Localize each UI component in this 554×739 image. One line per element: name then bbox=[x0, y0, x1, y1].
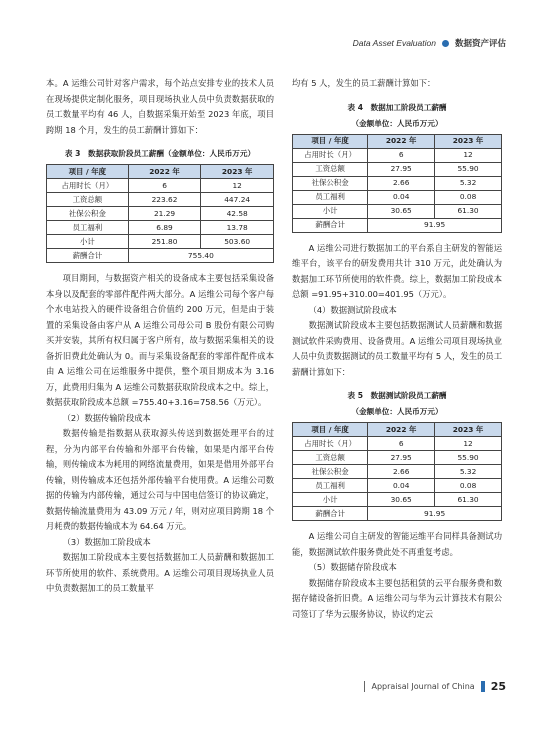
table-header-row bbox=[47, 165, 274, 179]
table-row bbox=[47, 235, 274, 249]
header-english-title: Data Asset Evaluation bbox=[352, 38, 436, 48]
paragraph: 数据加工阶段成本主要包括数据加工人员薪酬和数据加工环节所使用的软件、系统费用。A 运维公司项目现场执业人员中负责数据加工的员工数量平 bbox=[46, 552, 274, 593]
table-cell: 12 bbox=[435, 437, 502, 451]
table-cell: 2.66 bbox=[368, 465, 435, 479]
table-caption: 表 5 数据测试阶段员工薪酬 bbox=[347, 391, 447, 400]
table-cell: 小计 bbox=[293, 493, 368, 507]
table-cell: 91.95 bbox=[368, 507, 502, 521]
table-row bbox=[293, 437, 502, 451]
table-caption: 表 3 数据获取阶段员工薪酬（金额单位：人民币万元） bbox=[64, 149, 256, 158]
table-cell: 5.32 bbox=[435, 465, 502, 479]
table-cell: 12 bbox=[201, 179, 274, 193]
paragraph: 项目期间，与数据资产相关的设备成本主要包括采集设备本身以及配套的零部件配件两大部分。A 运维公司每个客户每个水电站投入的硬件设备组合价值约 200 万元，但是由于装置的采集设备由客户从 A 运维公司母公司 B 股份有限公司购买并安装，其所有权归属于客户所有，故与数据采集相关的设备折旧费此处确认为 0。而与采集设备配套的零部件配件成本由 A 运维公司在运维服务中提供，整个项目期成本为 3.16 万，此费用归集为 A 运维公司数据获取阶段成本之中。综上，数据获取阶段成本总额 =755.40+3.16=758.56（万元）。 bbox=[46, 273, 274, 407]
table-cell: 社保公积金 bbox=[293, 465, 368, 479]
table-cell: 223.62 bbox=[128, 193, 201, 207]
table-header-cell: 2022 年 bbox=[368, 134, 435, 148]
table-total-row bbox=[47, 249, 274, 263]
table-row bbox=[47, 193, 274, 207]
table-cell: 员工福利 bbox=[47, 221, 129, 235]
table-cell: 0.08 bbox=[435, 479, 502, 493]
table-cell: 30.65 bbox=[368, 493, 435, 507]
table-cell: 55.90 bbox=[435, 162, 502, 176]
table-row bbox=[293, 493, 502, 507]
table-row bbox=[47, 221, 274, 235]
section-heading: （3）数据加工阶段成本 bbox=[62, 536, 151, 547]
table-row bbox=[293, 465, 502, 479]
table-cell: 0.04 bbox=[368, 190, 435, 204]
page-number: 25 bbox=[490, 680, 506, 693]
table-cell: 503.60 bbox=[201, 235, 274, 249]
table-cell: 27.95 bbox=[368, 451, 435, 465]
header-bullet-icon bbox=[442, 40, 449, 47]
table-header-cell: 项目 / 年度 bbox=[293, 134, 368, 148]
table-row bbox=[47, 207, 274, 221]
table-header-row bbox=[293, 423, 502, 437]
table-cell: 0.04 bbox=[368, 479, 435, 493]
table-cell: 社保公积金 bbox=[47, 207, 129, 221]
table-header-cell: 2022 年 bbox=[368, 423, 435, 437]
table-header-cell: 2023 年 bbox=[435, 423, 502, 437]
table-cell: 251.80 bbox=[128, 235, 201, 249]
table-cell: 员工福利 bbox=[293, 479, 368, 493]
paragraph: 数据传输是指数据从获取源头传送到数据处理平台的过程，分为内部平台传输和外部平台传输，如果是内部平台传输，则传输成本为耗用的网络流量费用，如果是借用外部平台传输，则传输成本还包括外部传输平台使用费。A 运维公司数据的传输为内部传输，通过公司与中国电信签订的协议确定，数据传输流量费用为 43.09 万元 / 年，则对应项目跨期 18 个月耗费的数据传输成本为 64.64 万元。 bbox=[46, 428, 274, 531]
table-total-row bbox=[293, 218, 502, 232]
table-cell: 6 bbox=[128, 179, 201, 193]
section-heading: （2）数据传输阶段成本 bbox=[62, 412, 151, 423]
table-cell: 5.32 bbox=[435, 176, 502, 190]
paragraph: A 运维公司进行数据加工的平台系自主研发的智能运维平台，该平台的研发费用共计 310 万元，此处确认为数据加工环节所使用的软件费。综上，数据加工阶段成本总额 =91.95+310.00=401.95（万元）。 bbox=[292, 242, 502, 299]
table-cell: 13.78 bbox=[201, 221, 274, 235]
table-cell: 447.24 bbox=[201, 193, 274, 207]
table-cell: 6 bbox=[368, 437, 435, 451]
table-cell: 91.95 bbox=[368, 218, 502, 232]
table-cell: 61.30 bbox=[435, 493, 502, 507]
table-cell: 2.66 bbox=[368, 176, 435, 190]
table-cell: 薪酬合计 bbox=[293, 507, 368, 521]
table-cell: 工资总额 bbox=[47, 193, 129, 207]
header-chinese-title: 数据资产评估 bbox=[454, 39, 506, 49]
table-cell: 755.40 bbox=[128, 249, 273, 263]
table-cell: 薪酬合计 bbox=[47, 249, 129, 263]
table-5 bbox=[292, 422, 502, 521]
table-cell: 工资总额 bbox=[293, 451, 368, 465]
table-header-cell: 项目 / 年度 bbox=[47, 165, 129, 179]
table-cell: 6 bbox=[368, 148, 435, 162]
section-heading: （5）数据储存阶段成本 bbox=[308, 562, 397, 572]
table-4 bbox=[292, 134, 502, 233]
table-row bbox=[293, 176, 502, 190]
section-heading: （4）数据测试阶段成本 bbox=[308, 304, 397, 315]
table-row bbox=[293, 451, 502, 465]
table-header-cell: 2023 年 bbox=[201, 165, 274, 179]
table-cell: 占用时长（月） bbox=[293, 437, 368, 451]
left-column bbox=[46, 76, 274, 597]
paragraph: 均有 5 人，发生的员工薪酬计算如下： bbox=[292, 78, 436, 88]
paragraph: 数据测试阶段成本主要包括数据测试人员薪酬和数据测试软件采购费用、设备费用。A 运维公司项目现场执业人员中负责数据测试的员工数量平均有 5 人，发生的员工薪酬计算如下： bbox=[292, 320, 502, 377]
table-cell: 21.29 bbox=[128, 207, 201, 221]
table-cell: 27.95 bbox=[368, 162, 435, 176]
table-cell: 61.30 bbox=[435, 204, 502, 218]
table-cell: 0.08 bbox=[435, 190, 502, 204]
table-cell: 55.90 bbox=[435, 451, 502, 465]
table-cell: 42.58 bbox=[201, 207, 274, 221]
table-row bbox=[293, 148, 502, 162]
table-header-cell: 2023 年 bbox=[435, 134, 502, 148]
table-unit: （金额单位：人民币万元） bbox=[351, 118, 443, 128]
right-column bbox=[292, 76, 502, 622]
table-row bbox=[47, 179, 274, 193]
journal-name: Appraisal Journal of China bbox=[371, 682, 475, 691]
paragraph: 本。A 运维公司针对客户需求，每个站点安排专业的技术人员在现场提供定制化服务，项目现场执业人员中负责数据获取的员工数量平均有 46 人，自数据采集开始至 2023 年底，项目跨期 18 个月，发生的员工薪酬计算如下： bbox=[46, 78, 274, 135]
table-cell: 薪酬合计 bbox=[293, 218, 368, 232]
table-unit: （金额单位：人民币万元） bbox=[351, 407, 443, 416]
table-header-cell: 2022 年 bbox=[128, 165, 201, 179]
footer-accent-block bbox=[481, 681, 485, 692]
table-cell: 员工福利 bbox=[293, 190, 368, 204]
paragraph: A 运维公司自主研发的智能运维平台同样具备测试功能，数据测试软件服务费此处不再重复考虑。 bbox=[292, 531, 502, 557]
table-row bbox=[293, 162, 502, 176]
table-cell: 12 bbox=[435, 148, 502, 162]
table-row bbox=[293, 190, 502, 204]
table-row bbox=[293, 204, 502, 218]
table-header-cell: 项目 / 年度 bbox=[293, 423, 368, 437]
table-cell: 小计 bbox=[47, 235, 129, 249]
table-cell: 6.89 bbox=[128, 221, 201, 235]
running-header bbox=[353, 37, 506, 49]
table-cell: 占用时长（月） bbox=[293, 148, 368, 162]
table-3 bbox=[46, 164, 274, 263]
table-caption: 表 4 数据加工阶段员工薪酬 bbox=[347, 102, 447, 112]
table-row bbox=[293, 479, 502, 493]
table-total-row bbox=[293, 507, 502, 521]
table-cell: 社保公积金 bbox=[293, 176, 368, 190]
table-cell: 占用时长（月） bbox=[47, 179, 129, 193]
footer-divider bbox=[364, 681, 365, 692]
table-cell: 小计 bbox=[293, 204, 368, 218]
paragraph: 数据储存阶段成本主要包括租赁的云平台服务费和数据存储设备折旧费。A 运维公司与华为云计算技术有限公司签订了华为云服务协议，协议约定云 bbox=[292, 577, 502, 619]
table-cell: 工资总额 bbox=[293, 162, 368, 176]
table-header-row bbox=[293, 134, 502, 148]
table-cell: 30.65 bbox=[368, 204, 435, 218]
page-footer bbox=[364, 680, 506, 693]
